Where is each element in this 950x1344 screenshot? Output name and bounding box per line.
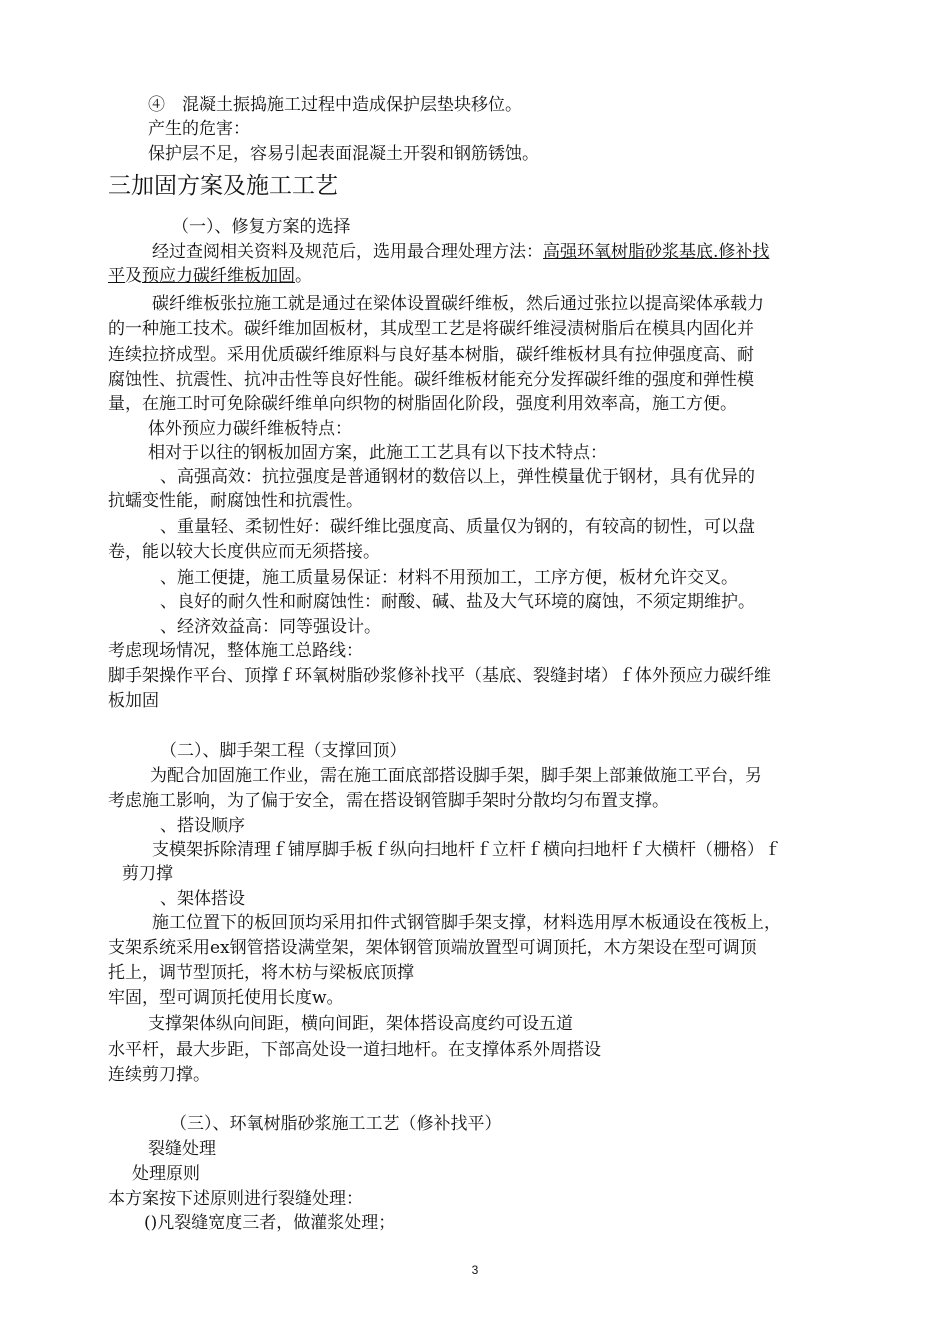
subsection-heading: （二）、脚手架工程（支撑回顶） [160, 741, 407, 761]
text-run: 经过查阅相关资料及规范后，选用最合理处理方法： [152, 242, 543, 262]
list-item: 、高强高效：抗拉强度是普通钢材的数倍以上，弹性模量优于钢材，具有优异的 [160, 467, 755, 487]
paragraph-line: 腐蚀性、抗震性、抗冲击性等良好性能。碳纤维板材能充分发挥碳纤维的强度和弹性模 [108, 370, 754, 390]
paragraph-line: 支撑架体纵向间距，横向间距，架体搭设高度约可设五道 [148, 1014, 573, 1034]
paragraph-line: 考虑施工影响，为了偏于安全，需在搭设钢管脚手架时分散均匀布置支撑。 [108, 791, 669, 811]
paragraph-line: 牢固，型可调顶托使用长度w。 [108, 988, 344, 1008]
paragraph-line: 脚手架操作平台、顶撑ｆ环氧树脂砂浆修补找平（基底、裂缝封堵）ｆ体外预应力碳纤维 [108, 666, 771, 686]
text-run: 及 [125, 266, 142, 286]
paragraph-line: 水平杆，最大步距，下部高处设一道扫地杆。在支撑体系外周搭设 [108, 1040, 601, 1060]
text-run: 。 [295, 266, 312, 286]
underlined-text: 平 [108, 266, 125, 286]
subsection-heading: （一）、修复方案的选择 [172, 217, 351, 237]
text-line: ④ 混凝土振捣施工过程中造成保护层垫块移位。 [148, 95, 522, 115]
paragraph-line: 裂缝处理 [148, 1139, 216, 1159]
list-item-continuation: 抗蠕变性能，耐腐蚀性和抗震性。 [108, 491, 363, 511]
list-item-continuation: 卷，能以较大长度供应而无须搭接。 [108, 542, 380, 562]
paragraph-line: 连续拉挤成型。采用优质碳纤维原料与良好基本树脂，碳纤维板材具有拉伸强度高、耐 [108, 345, 754, 365]
paragraph-line: 考虑现场情况，整体施工总路线： [108, 641, 363, 661]
paragraph-line: 碳纤维板张拉施工就是通过在梁体设置碳纤维板，然后通过张拉以提高梁体承载力 [152, 294, 764, 314]
paragraph-line: 处理原则 [132, 1164, 200, 1184]
list-item: 、良好的耐久性和耐腐蚀性：耐酸、碱、盐及大气环境的腐蚀，不须定期维护。 [160, 592, 755, 612]
paragraph-line: 的一种施工技术。碳纤维加固板材，其成型工艺是将碳纤维浸渍树脂后在模具内固化并 [108, 319, 754, 339]
paragraph-line: 托上，调节型顶托，将木枋与梁板底顶撑 [108, 963, 414, 983]
list-item: 、经济效益高：同等强设计。 [160, 617, 381, 637]
paragraph-line: 剪刀撑 [122, 864, 173, 884]
paragraph-line: 为配合加固施工作业，需在施工面底部搭设脚手架，脚手架上部兼做施工平台，另 [150, 766, 762, 786]
paragraph-line [152, 241, 769, 263]
paragraph-line: 板加固 [108, 691, 159, 711]
section-heading: 三加固方案及施工工艺 [108, 173, 338, 199]
paragraph-line: 施工位置下的板回顶均采用扣件式钢管脚手架支撑，材料选用厚木板通设在筏板上， [152, 913, 781, 933]
underlined-text: 高强环氧树脂砂浆基底.修补找 [543, 242, 770, 262]
text-line: 产生的危害： [148, 119, 250, 139]
paragraph-line: 连续剪刀撑。 [108, 1065, 210, 1085]
paragraph-line: 支架系统采用ex钢管搭设满堂架，架体钢管顶端放置型可调顶托，木方架设在型可调顶 [108, 938, 757, 958]
page-number: 3 [471, 1263, 479, 1277]
list-item: 、重量轻、柔韧性好：碳纤维比强度高、质量仅为钢的，有较高的韧性，可以盘 [160, 517, 755, 537]
paragraph-line: 支模架拆除清理ｆ铺厚脚手板ｆ纵向扫地杆ｆ立杆ｆ横向扫地杆ｆ大横杆（栅格）ｆ [152, 840, 781, 860]
text-line: 保护层不足，容易引起表面混凝土开裂和钢筋锈蚀。 [148, 144, 539, 164]
paragraph-line: 相对于以往的钢板加固方案，此施工工艺具有以下技术特点： [148, 443, 607, 463]
paragraph-line: 量，在施工时可免除碳纤维单向织物的树脂固化阶段，强度利用效率高，施工方便。 [108, 394, 737, 414]
underlined-text: 预应力碳纤维板加固 [142, 266, 295, 286]
paragraph-line: 、搭设顺序 [160, 816, 245, 836]
paragraph-line [108, 265, 312, 287]
paragraph-line: 本方案按下述原则进行裂缝处理： [108, 1189, 363, 1209]
paragraph-line: ()凡裂缝宽度三者，做灌浆处理； [144, 1213, 396, 1233]
subsection-heading: （三）、环氧树脂砂浆施工工艺（修补找平） [170, 1114, 502, 1134]
list-item: 、施工便捷，施工质量易保证：材料不用预加工，工序方便，板材允许交叉。 [160, 568, 738, 588]
paragraph-line: 体外预应力碳纤维板特点： [148, 419, 352, 439]
paragraph-line: 、架体搭设 [160, 889, 245, 909]
